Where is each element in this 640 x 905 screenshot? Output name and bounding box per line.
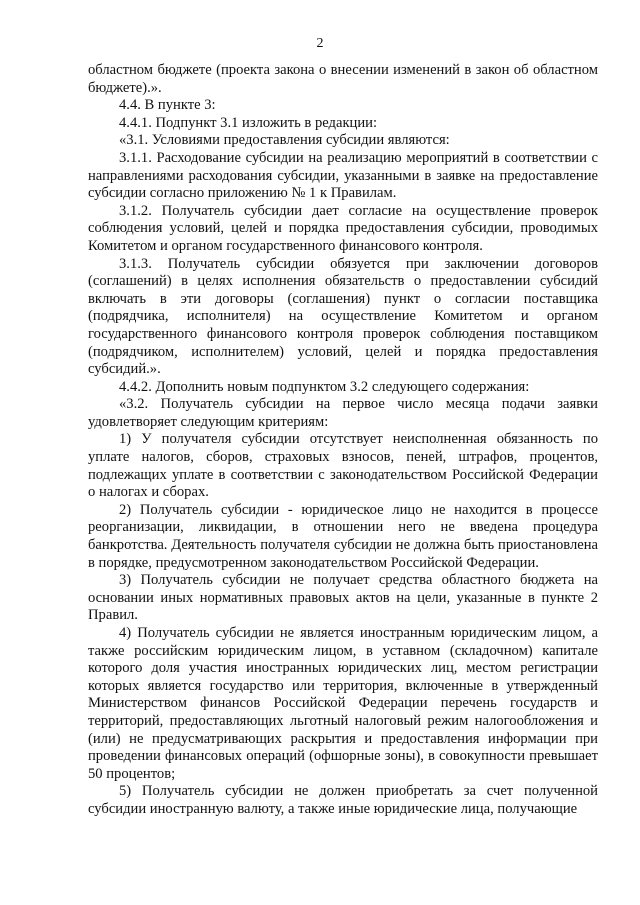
paragraph: 1) У получателя субсидии отсутствует неисполненная обязанность по уплате налогов, сборов, страховых взносов, пеней, штрафов, процентов, подлежащих уплате в соответствии с законодательством Российской Федерации о налогах и сборах. (88, 431, 598, 501)
paragraph: 2) Получатель субсидии - юридическое лицо не находится в процессе реорганизации, ликвидации, в отношении него не введена процедура банкротства. Деятельность получателя субсидии не должна быть приостановлена в порядке, предусмотренном законодательством Российской Федерации. (88, 501, 598, 571)
paragraph: областном бюджете (проекта закона о внесении изменений в закон об областном бюджете).». (88, 62, 598, 96)
page-number: 2 (316, 36, 324, 51)
paragraph: 3.1.2. Получатель субсидии дает согласие на осуществление проверок соблюдения условий, целей и порядка предоставления субсидии, проводимых Комитетом и органом государственного финансового контроля. (88, 202, 598, 254)
paragraph: 4) Получатель субсидии не является иностранным юридическим лицом, а также российским юридическим лицом, в уставном (складочном) капитале которого доля участия иностранных юридических лиц, местом регистрации которых является государство или территория, включенные в утвержденный Министерством финансов Российской Федерации перечень государств и территорий, предоставляющих льготный налоговый режим налогообложения и (или) не предусматривающих раскрытия и предоставления информации при проведении финансовых операций (офшорные зоны), в совокупности превышает 50 процентов; (88, 625, 598, 782)
paragraph: 4.4.1. Подпункт 3.1 изложить в редакции: (119, 114, 378, 131)
paragraph: 3) Получатель субсидии не получает средства областного бюджета на основании иных нормативных правовых актов на цели, указанные в пункте 2 Правил. (88, 572, 598, 624)
paragraph: 3.1.1. Расходование субсидии на реализацию мероприятий в соответствии с направлениями расходования субсидии, указанными в заявке на предоставление субсидии согласно приложению № 1 к Правилам. (88, 149, 598, 202)
paragraph: 4.4. В пункте 3: (119, 97, 216, 114)
paragraph: «3.2. Получатель субсидии на первое число месяца подачи заявки удовлетворяет следующим критериям: (88, 396, 598, 430)
document-body (88, 62, 598, 819)
paragraph: 4.4.2. Дополнить новым подпунктом 3.2 следующего содержания: (119, 378, 530, 395)
paragraph: «3.1. Условиями предоставления субсидии являются: (119, 132, 450, 149)
paragraph: 5) Получатель субсидии не должен приобретать за счет полученной субсидии иностранную валюту, а также иные юридические лица, получающие (88, 783, 598, 817)
paragraph: 3.1.3. Получатель субсидии обязуется при заключении договоров (соглашений) в целях исполнения обязательств о предоставлении субсидий включать в эти договоры (соглашения) пункт о согласии поставщика (подрядчика, исполнителя) на осуществление Комитетом и органом государственного финансового контроля проверок соблюдения поставщиком (подрядчиком, исполнителем) условий, целей и порядка предоставления субсидий.». (88, 255, 598, 378)
